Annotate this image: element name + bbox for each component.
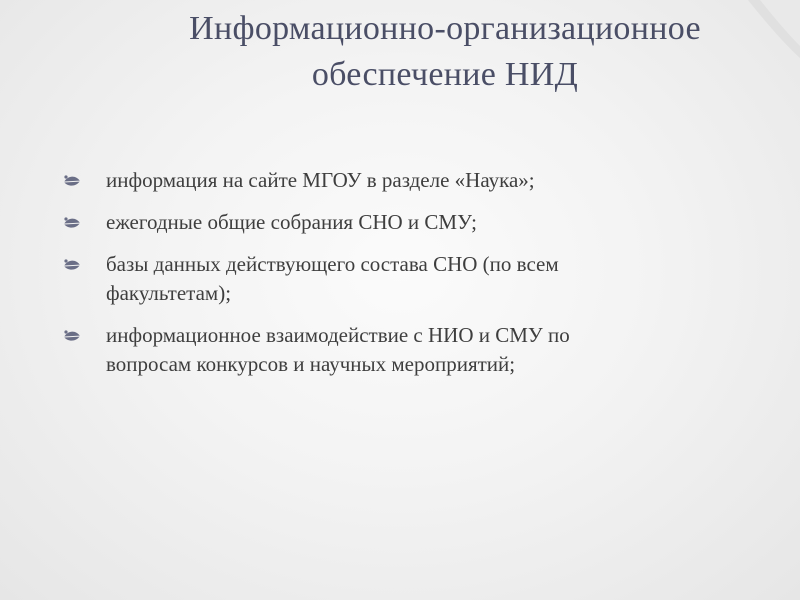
leaf-bullet-icon — [62, 257, 84, 273]
bullet-item — [62, 208, 772, 237]
leaf-bullet-icon — [62, 215, 84, 231]
slide-title-line-1: Информационно-организационное — [189, 10, 701, 47]
bullet-list — [62, 166, 772, 392]
bullet-text-line: вопросам конкурсов и научных мероприятий; — [106, 352, 516, 376]
bullet-text-line: факультетам); — [106, 281, 232, 305]
slide-title — [100, 6, 790, 98]
bullet-text-line: информационное взаимодействие с НИО и СМУ по — [106, 323, 570, 347]
leaf-bullet-icon — [62, 173, 84, 189]
bullet-item — [62, 250, 772, 308]
leaf-bullet-icon — [62, 328, 84, 344]
bullet-text-line: информация на сайте МГОУ в разделе «Наука»; — [106, 168, 535, 192]
bullet-item — [62, 166, 772, 195]
bullet-text-line: ежегодные общие собрания СНО и СМУ; — [106, 210, 477, 234]
bullet-text-line: базы данных действующего состава СНО (по всем — [106, 252, 559, 276]
bullet-item — [62, 321, 772, 379]
slide-title-line-2: обеспечение НИД — [311, 56, 579, 93]
